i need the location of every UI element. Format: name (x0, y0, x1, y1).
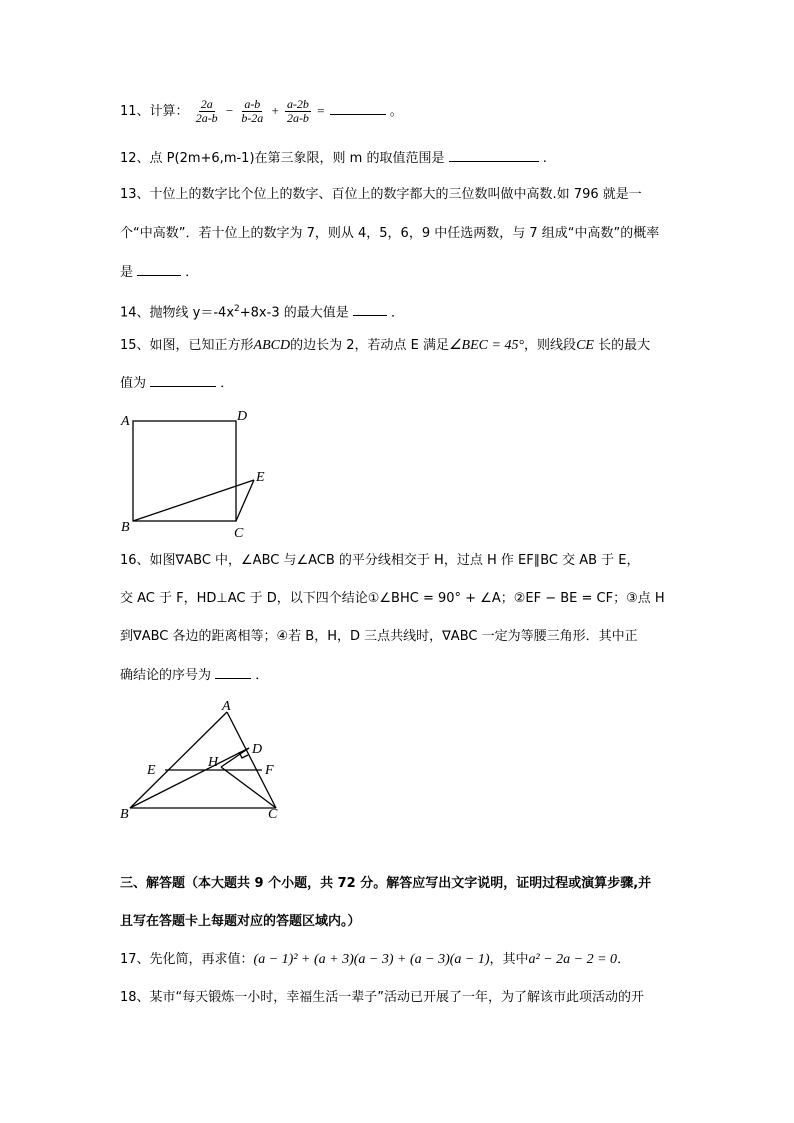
question-16-line-2: 交 AC 于 F，HD⊥AC 于 D，以下四个结论①∠BHC = 90° + ∠A；②EF − BE = CF；③点 H (120, 591, 665, 606)
q17-expression: (a − 1)² + (a + 3)(a − 3) + (a − 3)(a − 1) (253, 952, 490, 967)
question-13-line-1: 13、十位上的数字比个位上的数字、百位上的数字都大的三位数叫做中高数.如 796 就是一 (120, 187, 642, 202)
label-h-16: H (208, 755, 219, 770)
question-15-line-2: 值为 ． (120, 376, 234, 391)
label-d: D (237, 409, 248, 424)
q11-fraction-2: $\frac{a-b}{b-2a}$ (241, 97, 264, 125)
q11-op-1: − (225, 103, 234, 118)
q11-op-3: = (317, 103, 325, 118)
label-c-16: C (268, 807, 278, 822)
answer-blank-14[interactable] (353, 303, 387, 316)
answer-blank-11[interactable] (330, 102, 386, 115)
question-16-line-1: 16、如图∇ABC 中，∠ABC 与∠ACB 的平分线相交于 H，过点 H 作 EF∥BC 交 AB 于 E， (120, 553, 640, 568)
q11-label: 11、计算： (120, 104, 189, 119)
q11-fraction-3: $\frac{a-2b}{2a-b}$ (286, 97, 309, 125)
q12-text: 12、点 P(2m+6,m-1)在第三象限，则 m 的取值范围是 (120, 151, 445, 166)
question-14: 14、抛物线 $y=-4x^2+8x-3$ 的最大值是 ． (120, 304, 405, 321)
question-18-line-1: 18、某市“每天锻炼一小时，幸福生活一辈子”活动已开展了一年，为了解该市此项活动的开 (120, 990, 645, 1005)
label-a-16: A (222, 699, 231, 714)
q11-fraction-1: $\frac{2a}{2a-b}$ (195, 97, 218, 125)
label-e: E (256, 470, 265, 485)
question-16-line-3: 到∇ABC 各边的距离相等；④若 B，H，D 三点共线时，∇ABC 一定为等腰三角形．其中正 (120, 629, 638, 644)
section-3-heading-line-1: 三、解答题（本大题共 9 个小题，共 72 分。解答应写出文字说明，证明过程或演算步骤,并 (120, 876, 652, 891)
label-b: B (121, 520, 130, 535)
triangle-abc-figure (130, 712, 276, 808)
question-15-line-1: 15、如图，已知正方形ABCD的边长为 2，若动点 E 满足∠BEC = 45°，则线段CE 长的最大 (120, 338, 651, 353)
label-a: A (121, 414, 130, 429)
question-13-line-2: 个“中高数”．若十位上的数字为 7，则从 4，5，6，9 中任选两数，与 7 组成“中高数”的概率 (120, 226, 660, 241)
answer-blank-16[interactable] (215, 666, 251, 679)
label-c: C (234, 526, 244, 541)
section-3-heading-line-2: 且写在答题卡上每题对应的答题区域内。） (120, 914, 361, 929)
question-13-line-3: 是 ． (120, 265, 199, 280)
label-d-16: D (252, 742, 263, 757)
q17-condition: a² − 2a − 2 = 0 (528, 952, 618, 967)
answer-blank-13[interactable] (137, 263, 181, 276)
question-11: 11、计算： $\frac{2a}{2a-b}$ − $\frac{a-b}{b-2a}$ + $\frac{a-2b}{2a-b}$ = 。 (120, 97, 403, 125)
question-12: 12、点 P(2m+6,m-1)在第三象限，则 m 的取值范围是 . (120, 151, 547, 166)
label-b-16: B (120, 807, 129, 822)
q11-op-2: + (271, 103, 279, 118)
question-17: 17、先化简，再求值：(a − 1)² + (a + 3)(a − 3) + (a − 3)(a − 1)，其中a² − 2a − 2 = 0． (120, 952, 631, 967)
label-f-16: F (265, 763, 274, 778)
answer-blank-12[interactable] (449, 149, 539, 162)
answer-blank-15[interactable] (150, 374, 216, 387)
label-e-16: E (147, 763, 156, 778)
question-16-line-4: 确结论的序号为 ． (120, 668, 269, 683)
